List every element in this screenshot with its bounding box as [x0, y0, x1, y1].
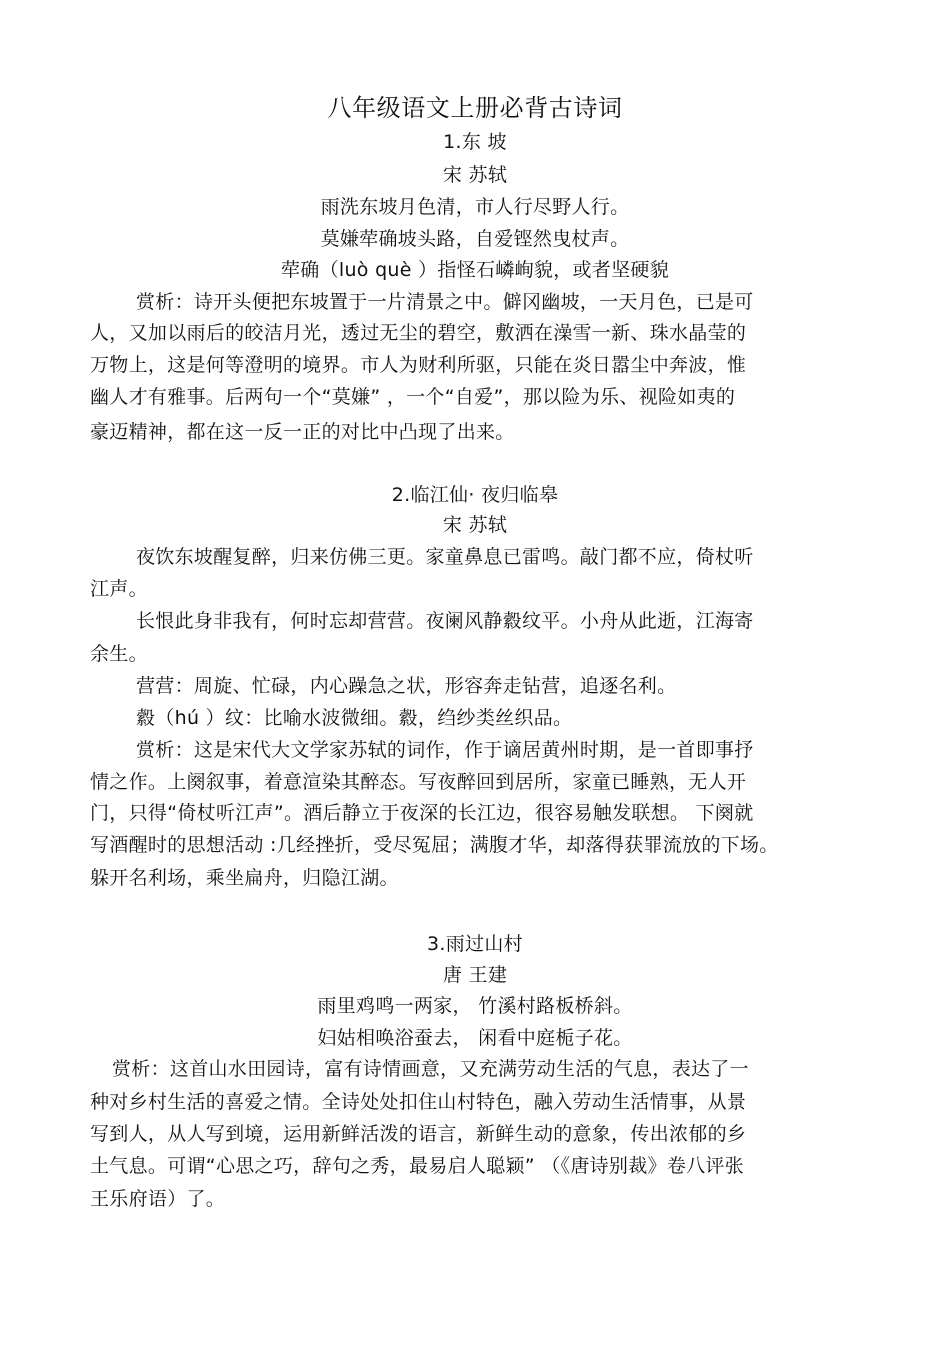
- poem-body-line: 夜饮东坡醒复醉，归来仿佛三更。家童鼻息已雷鸣。敲门都不应，倚杖听: [136, 546, 754, 568]
- poem-heading: 3.雨过山村: [427, 933, 523, 955]
- appreciation-line: 豪迈精神，都在这一反一正的对比中凸现了出来。: [90, 421, 515, 443]
- appreciation-line: 万物上，这是何等澄明的境界。市人为财利所驱，只能在炎日嚣尘中奔波，惟: [90, 354, 747, 376]
- poem-heading: 1.东 坡: [443, 131, 507, 153]
- poem-verse: 雨洗东坡月色清，市人行尽野人行。: [320, 196, 630, 218]
- appreciation-line: 土气息。可谓“心思之巧，辞句之秀，最易启人聪颖” （《唐诗别裁》卷八评张: [90, 1155, 745, 1177]
- poem-note: 营营：周旋、忙碌，内心躁急之状，形容奔走钻营，追逐名利。: [136, 675, 677, 697]
- poem-verse: 妇姑相唤浴蚕去， 闲看中庭栀子花。: [317, 1027, 633, 1049]
- appreciation-line: 赏析：这是宋代大文学家苏轼的词作，作于谪居黄州时期，是一首即事抒: [136, 739, 754, 761]
- appreciation-line: 赏析：这首山水田园诗，富有诗情画意，又充满劳动生活的气息，表达了一: [112, 1058, 749, 1080]
- appreciation-line: 写到人，从人写到境，运用新鲜活泼的语言，新鲜生动的意象，传出浓郁的乡: [90, 1123, 747, 1145]
- appreciation-line: 幽人才有雅事。后两句一个“莫嫌” ，一个“自爱”，那以险为乐、视险如夷的: [90, 386, 736, 408]
- poem-body-line: 长恨此身非我有，何时忘却营营。夜阑风静縠纹平。小舟从此逝，江海寄: [136, 610, 754, 632]
- poem-body-line: 江声。: [90, 578, 148, 600]
- poem-author: 唐 王建: [442, 964, 508, 986]
- poem-author: 宋 苏轼: [442, 164, 508, 186]
- appreciation-line: 写酒醒时的思想活动 :几经挫折，受尽冤屈；满腹才华，却落得获罪流放的下场。: [90, 834, 779, 856]
- poem-note: 荦确（luò què ）指怪石嶙峋貌，或者坚硬貌: [280, 259, 670, 281]
- appreciation-line: 门，只得“倚杖听江声”。酒后静立于夜深的长江边，很容易触发联想。 下阕就: [90, 802, 754, 824]
- appreciation-line: 王乐府语）了。: [90, 1188, 226, 1210]
- appreciation-line: 躲开名利场，乘坐扁舟，归隐江湖。: [90, 867, 399, 889]
- page-title: 八年级语文上册必背古诗词: [327, 94, 623, 122]
- appreciation-line: 种对乡村生活的喜爱之情。全诗处处扣住山村特色，融入劳动生活情事，从景: [90, 1091, 747, 1113]
- poem-verse: 莫嫌荦确坡头路，自爱铿然曳杖声。: [320, 228, 630, 250]
- poem-note: 縠（hú ）纹：比喻水波微细。縠，绉纱类丝织品。: [136, 707, 573, 729]
- poem-author: 宋 苏轼: [442, 514, 508, 536]
- appreciation-line: 情之作。上阕叙事，着意渲染其醉态。写夜醉回到居所，家童已睡熟，无人开: [90, 771, 747, 793]
- poem-body-line: 余生。: [90, 643, 148, 665]
- poem-heading: 2.临江仙· 夜归临皋: [391, 484, 559, 506]
- appreciation-line: 人，又加以雨后的皎洁月光，透过无尘的碧空，敷洒在澡雪一新、珠水晶莹的: [90, 322, 747, 344]
- poem-verse: 雨里鸡鸣一两家， 竹溪村路板桥斜。: [317, 995, 633, 1017]
- appreciation-line: 赏析：诗开头便把东坡置于一片清景之中。僻冈幽坡，一天月色，已是可: [136, 291, 754, 313]
